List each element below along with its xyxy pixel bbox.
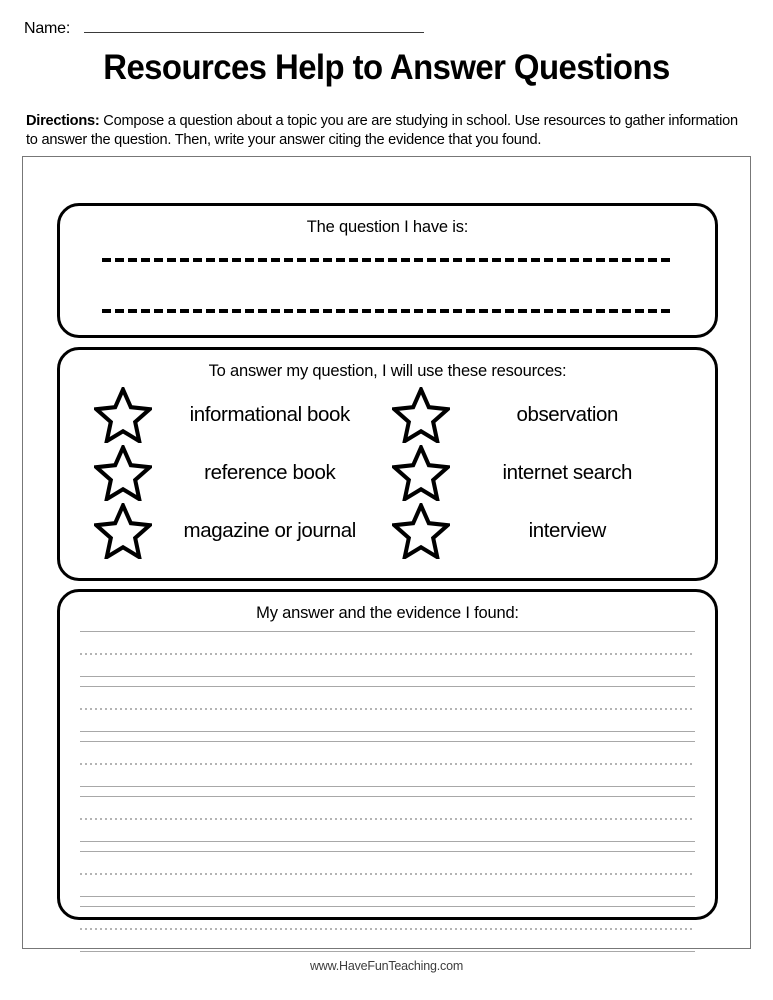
rule-gap [72, 742, 703, 763]
resource-option-informational-book[interactable] [94, 386, 392, 444]
rule-gap [72, 897, 703, 906]
rule-gap [72, 820, 703, 841]
question-box-heading: The question I have is: [306, 218, 469, 236]
rule-gap [72, 930, 703, 951]
rule-gap [72, 765, 703, 786]
directions [26, 112, 742, 150]
rule-solid[interactable] [80, 951, 695, 952]
directions-label: Directions: [26, 113, 100, 129]
answer-box [57, 589, 718, 920]
rule-gap [72, 907, 703, 928]
directions-text: Compose a question about a topic you are are studying in school. Use resources to gather information to answer the question. Then, write your answer citing the evidence that you found. [26, 113, 738, 148]
resources-box [57, 347, 718, 581]
rule-gap [72, 787, 703, 796]
resource-label: internet search [502, 461, 633, 484]
page-title: Resources Help to Answer Questions [103, 48, 670, 87]
resources-box-heading: To answer my question, I will use these resources: [208, 362, 567, 380]
star-icon[interactable] [392, 445, 450, 501]
star-icon[interactable] [94, 445, 152, 501]
resource-label: magazine or journal [183, 519, 356, 542]
question-box [57, 203, 718, 338]
resources-grid [60, 386, 715, 560]
star-icon[interactable] [94, 387, 152, 443]
star-icon[interactable] [392, 387, 450, 443]
star-icon[interactable] [94, 503, 152, 559]
rule-gap [72, 677, 703, 686]
answer-write-lines [72, 631, 703, 909]
question-write-line-2[interactable] [102, 309, 673, 313]
resource-label: reference book [204, 461, 336, 484]
rule-gap [72, 875, 703, 896]
answer-box-heading: My answer and the evidence I found: [256, 604, 519, 622]
rule-gap [72, 687, 703, 708]
rule-gap [72, 842, 703, 851]
star-icon[interactable] [392, 503, 450, 559]
resource-label: interview [528, 519, 606, 542]
question-write-lines [60, 258, 715, 313]
footer-url: www.HaveFunTeaching.com [309, 959, 464, 973]
resource-option-reference-book[interactable] [94, 444, 392, 502]
rule-gap [72, 655, 703, 676]
resource-option-interview[interactable] [392, 502, 690, 560]
resource-label: observation [516, 403, 619, 426]
resource-option-observation[interactable] [392, 386, 690, 444]
rule-gap [72, 852, 703, 873]
resource-option-internet-search[interactable] [392, 444, 690, 502]
rule-gap [72, 710, 703, 731]
resource-option-magazine-or-journal[interactable] [94, 502, 392, 560]
name-label: Name: [24, 20, 71, 37]
name-row [24, 20, 424, 38]
rule-gap [72, 797, 703, 818]
rule-gap [72, 632, 703, 653]
name-write-line[interactable] [84, 20, 424, 33]
question-write-line-1[interactable] [102, 258, 673, 262]
rule-gap [72, 732, 703, 741]
resource-label: informational book [189, 403, 350, 426]
